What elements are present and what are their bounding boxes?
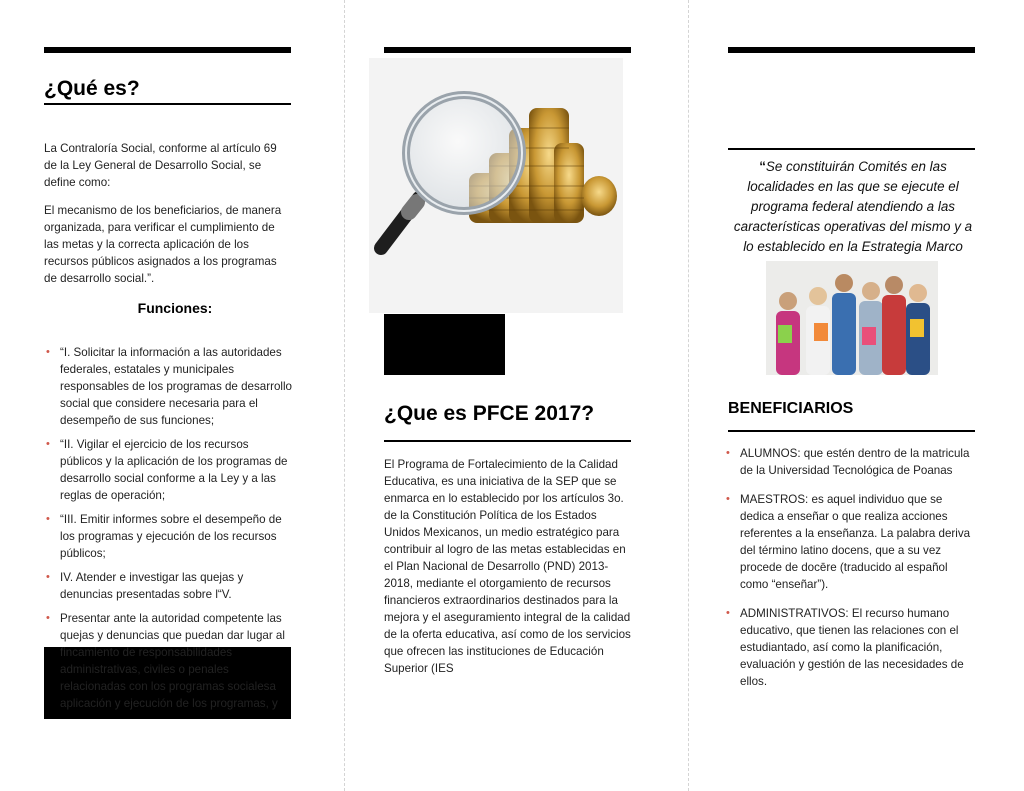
beneficiary-item bbox=[724, 605, 974, 690]
magnifier-icon bbox=[381, 95, 522, 248]
function-item bbox=[44, 569, 294, 603]
fold-line-2 bbox=[688, 0, 689, 791]
function-text: IV. Atender e investigar las quejas y denuncias presentadas sobre l“V. bbox=[60, 571, 244, 601]
magnifier-coins-image bbox=[369, 58, 623, 313]
function-text: “III. Emitir informes sobre el desempeño de los programas y ejecución de los recursos públicos; bbox=[60, 513, 282, 560]
beneficiaries-list bbox=[724, 445, 974, 697]
function-item bbox=[44, 344, 294, 429]
beneficiaries-heading: BENEFICIARIOS bbox=[728, 400, 854, 417]
function-item bbox=[44, 436, 294, 504]
panel1-intro: La Contraloría Social, conforme al artículo 69 de la Ley General de Desarrollo Social, se define como: bbox=[44, 142, 277, 189]
bullet-icon: • bbox=[726, 607, 730, 619]
quote-body: Se constituirán Comités en las localidades en las que se ejecute el programa federal atendiendo a las características operativas del mismo y a lo establecido en la Estrategia Marco bbox=[733, 159, 973, 254]
panel1-heading-rule bbox=[44, 103, 291, 105]
bullet-icon: • bbox=[726, 447, 730, 459]
beneficiary-text: ADMINISTRATIVOS: El recurso humano educativo, que tienen las relaciones con el estudiantado, así como la planificación, evaluación y gestión de las necesidades de ellos. bbox=[740, 607, 964, 688]
pfce-description: El Programa de Fortalecimiento de la Calidad Educativa, es una iniciativa de la SEP que se enmarca en lo establecido por los artículos 3o. de la Constitución Política de los Estados Unidos Mexicanos, un medio estratégico para contribuir al logro de las metas establecidas en el Plan Nacional de Desarrollo (PND) 2013-2018, mediante el otorgamiento de recursos financieros extraordinarios destinados para la mejora y el aseguramiento integral de la calidad de la oferta educativa, así como de los servicios que ofrecen las instituciones de Educación Superior (IES bbox=[384, 458, 631, 675]
panel2-top-bar bbox=[384, 47, 631, 53]
panel1-top-bar bbox=[44, 47, 291, 53]
panel3-quote-rule bbox=[728, 148, 975, 150]
bullet-icon: • bbox=[46, 438, 50, 450]
bullet-icon: • bbox=[46, 571, 50, 583]
students-photo bbox=[766, 261, 938, 375]
panel2-heading: ¿Que es PFCE 2017? bbox=[384, 402, 595, 425]
bullet-icon: • bbox=[726, 493, 730, 505]
panel1-heading: ¿Qué es? bbox=[44, 77, 140, 100]
function-text: “II. Vigilar el ejercicio de los recursos públicos y la aplicación de los programas de desarrollo social conforme a la Ley y a las reglas de operación; bbox=[60, 438, 288, 502]
quote-text bbox=[728, 157, 978, 257]
panel1-definition: El mecanismo de los beneficiarios, de manera organizada, para verificar el cumplimiento de las metas y la correcta aplicación de los recursos públicos asignados a los programas de desarrollo social.”. bbox=[44, 204, 282, 285]
beneficiary-text: ALUMNOS: que estén dentro de la matricula de la Universidad Tecnológica de Poanas bbox=[740, 447, 970, 477]
panel2-black-block bbox=[384, 314, 505, 375]
bullet-icon: • bbox=[46, 612, 50, 624]
panel3-top-bar bbox=[728, 47, 975, 53]
panel2-heading-rule bbox=[384, 440, 631, 442]
bullet-icon: • bbox=[46, 346, 50, 358]
panel3-heading-rule bbox=[728, 430, 975, 432]
function-item bbox=[44, 511, 294, 562]
bullet-icon: • bbox=[46, 513, 50, 525]
function-item bbox=[44, 610, 294, 712]
functions-list bbox=[44, 344, 294, 719]
beneficiary-item bbox=[724, 445, 974, 479]
beneficiary-item bbox=[724, 491, 974, 593]
function-text: “I. Solicitar la información a las autoridades federales, estatales y municipales responsables de los programas de desarrollo social que considere necesaria para el desempeño de sus funciones; bbox=[60, 346, 293, 427]
quote-mark: “ bbox=[759, 159, 766, 174]
functions-heading: Funciones: bbox=[137, 300, 213, 316]
fold-line-1 bbox=[344, 0, 345, 791]
function-text: Presentar ante la autoridad competente las quejas y denuncias que puedan dar lugar al fincamiento de responsabilidades administrativas, civiles o penales relacionadas con los programas socialesa aplicación y ejecución de los programas, y bbox=[60, 612, 285, 710]
beneficiary-text: MAESTROS: es aquel individuo que se dedica a enseñar o que realiza acciones referentes a la enseñanza. La palabra deriva del término latino docens, que a su vez procede de docēre (traducido al español como “enseñar”). bbox=[740, 493, 971, 591]
